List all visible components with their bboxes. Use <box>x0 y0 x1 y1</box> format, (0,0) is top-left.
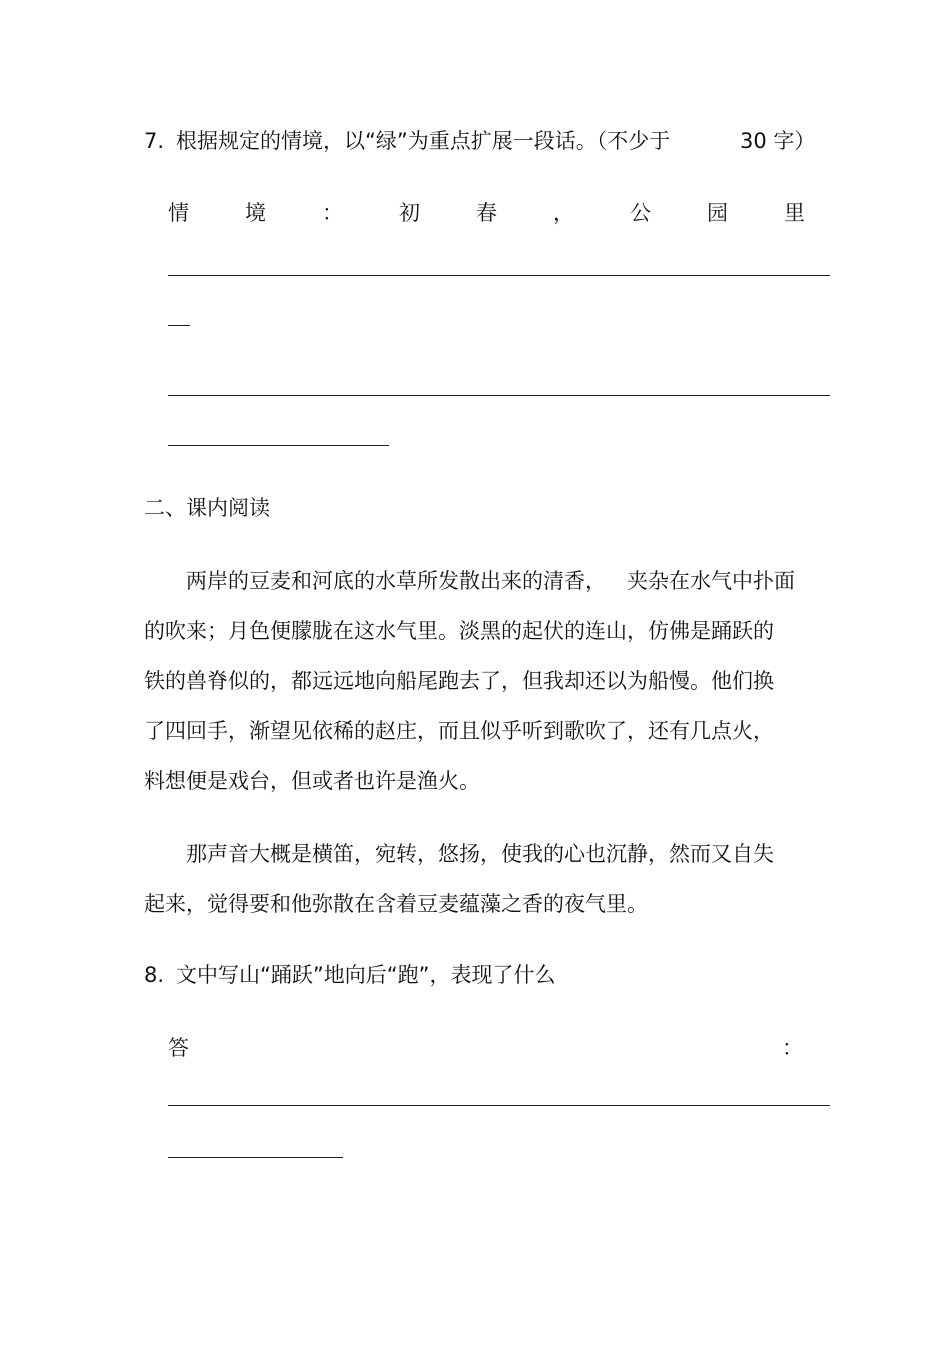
q7-word-count: 30 字） <box>740 129 816 153</box>
q8-prompt: 文中写山“踊跃”地向后“跑”，表现了什么 <box>176 963 556 987</box>
scenario-char: 园 <box>707 201 728 225</box>
passage-line: 那声音大概是横笛，宛转，悠扬，使我的心也沉静，然而又自失 <box>186 842 774 866</box>
q7-prompt: 根据规定的情境，以“绿”为重点扩展一段话。（不少于 <box>176 129 671 153</box>
scenario-char: 里 <box>784 201 805 225</box>
answer-line[interactable] <box>168 275 830 276</box>
scenario-char: 春 <box>476 201 497 225</box>
section-heading: 二、课内阅读 <box>144 496 270 520</box>
passage-line: 铁的兽脊似的，都远远地向船尾跑去了，但我却还以为船慢。他们换 <box>144 669 774 693</box>
scenario-char: 公 <box>630 201 651 225</box>
answer-line[interactable] <box>168 445 389 446</box>
passage-line: 起来，觉得要和他弥散在含着豆麦蕴藻之香的夜气里。 <box>144 892 648 916</box>
q8-number: 8. <box>144 963 165 987</box>
answer-colon: ： <box>782 1036 803 1060</box>
scenario-char: ： <box>322 201 343 225</box>
passage-line: 料想便是戏台，但或者也许是渔火。 <box>144 769 480 793</box>
scenario-char: 情 <box>168 201 189 225</box>
answer-line[interactable] <box>168 325 190 326</box>
answer-line[interactable] <box>168 1105 830 1106</box>
passage-line: 夹杂在水气中扑面 <box>627 569 795 593</box>
answer-line[interactable] <box>168 1157 343 1158</box>
scenario-char: ， <box>553 201 574 225</box>
q7-number: 7. <box>144 129 165 153</box>
scenario-char: 境 <box>245 201 266 225</box>
passage-line: 两岸的豆麦和河底的水草所发散出来的清香， <box>186 569 606 593</box>
passage-line: 的吹来；月色便朦胧在这水气里。淡黑的起伏的连山，仿佛是踊跃的 <box>144 619 774 643</box>
answer-line[interactable] <box>168 395 830 396</box>
scenario-char: 初 <box>399 201 420 225</box>
passage-line: 了四回手，渐望见依稀的赵庄，而且似乎听到歌吹了，还有几点火， <box>144 719 774 743</box>
answer-label: 答 <box>168 1036 189 1060</box>
